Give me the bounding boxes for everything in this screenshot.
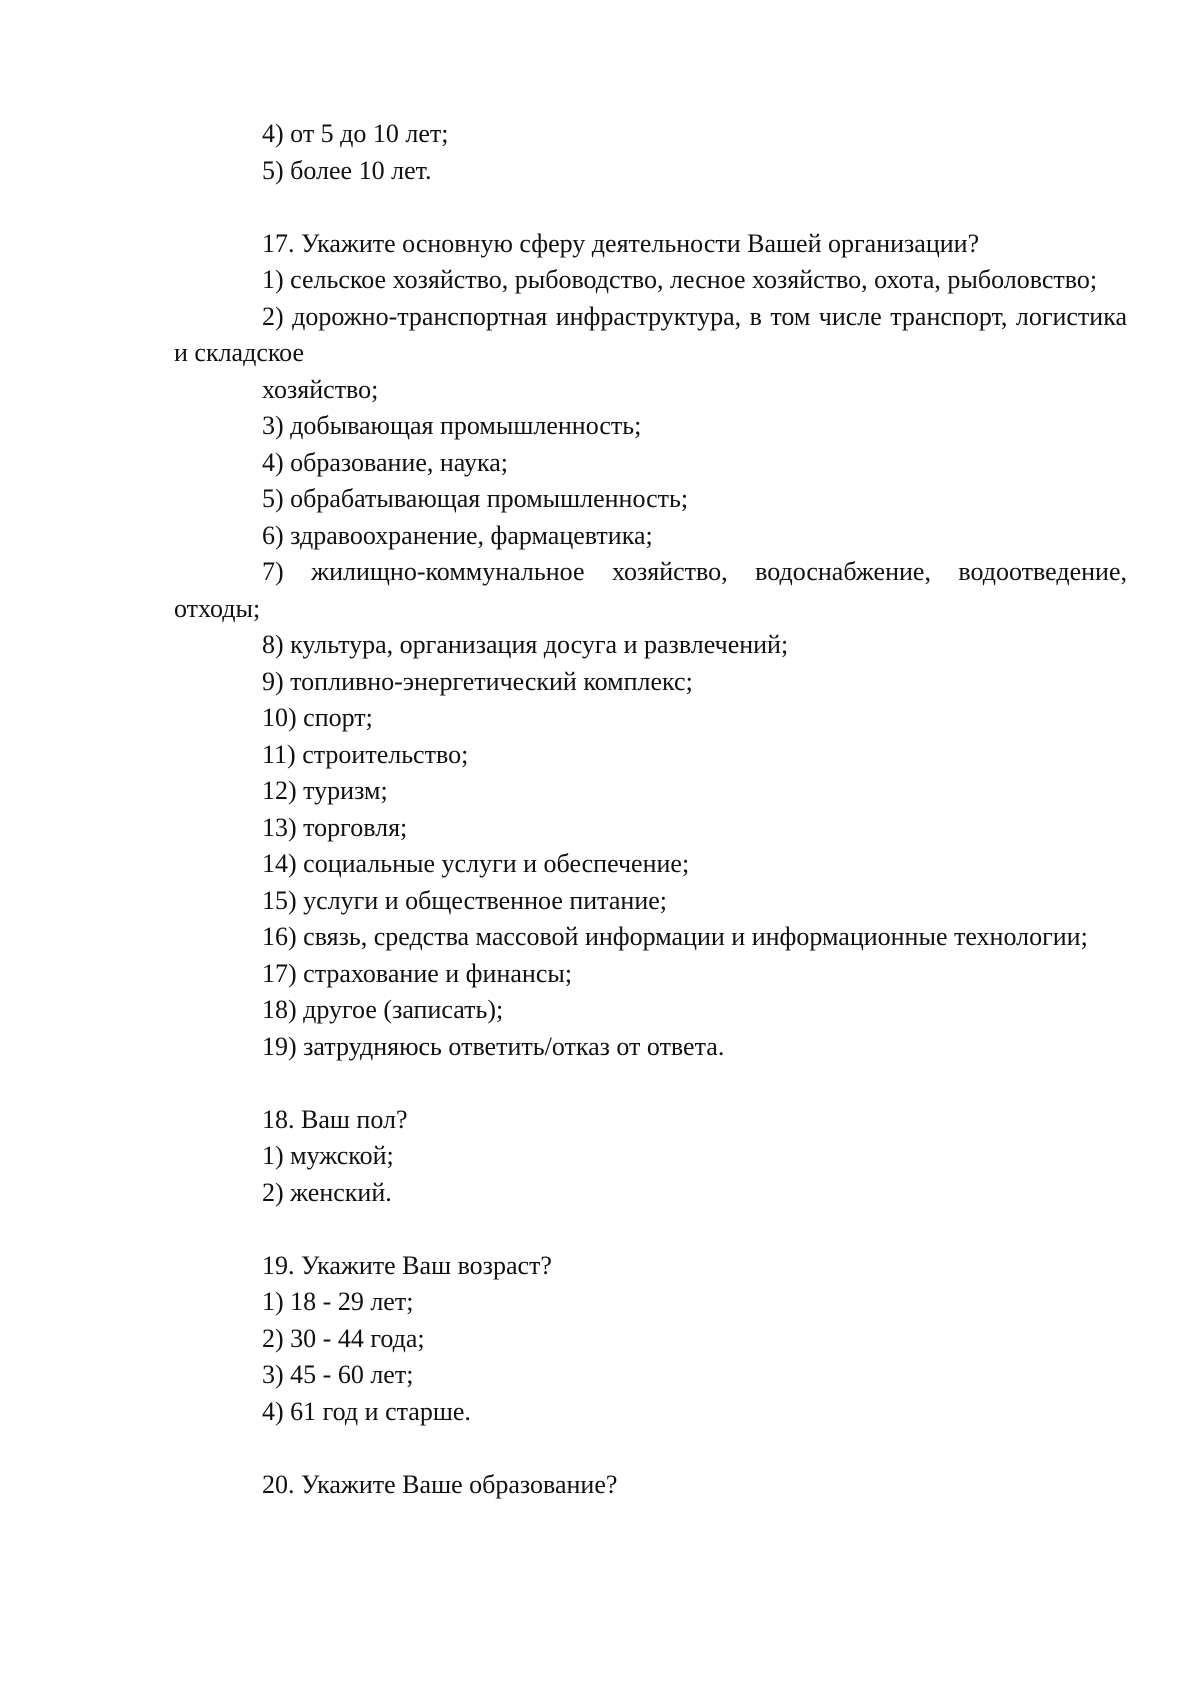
q16-option-5: 5) более 10 лет. [262,155,432,185]
q17-option-3: 3) добывающая промышленность; [262,411,642,440]
q17-option-11: 11) строительство; [262,739,469,769]
q17-option-4: 4) образование, наука; [262,447,509,477]
q17-question: 17. Укажите основную сферу деятельности Вашей организации? [262,228,980,258]
q18-question: 18. Ваш пол? [262,1104,408,1134]
q19-option-2: 2) 30 - 44 года; [262,1323,425,1353]
q19-question: 19. Укажите Ваш возраст? [262,1250,552,1280]
q17-option-5: 5) обрабатывающая промышленность; [262,484,689,513]
q17-option-12: 12) туризм; [262,776,388,805]
q17-option-13: 13) торговля; [262,812,408,842]
q17-option-14: 14) социальные услуги и обеспечение; [262,849,690,878]
q17-option-16: 16) связь, средства массовой информации и информационные технологии; [262,922,1088,951]
spacer [174,189,1127,226]
q18-option-2: 2) женский. [262,1177,392,1207]
q17-option-9: 9) топливно-энергетический комплекс; [262,666,693,696]
q17-option-18: 18) другое (записать); [262,995,504,1024]
q17-option-7: 7) жилищно-коммунальное хозяйство, водоснабжение, водоотведение, отходы; [174,557,1127,623]
q17-option-2-continuation: хозяйство; [262,374,379,404]
spacer [174,1211,1127,1248]
spacer [174,1430,1127,1467]
q19-option-4: 4) 61 год и старше. [262,1396,471,1426]
q18-option-1: 1) мужской; [262,1141,394,1170]
q17-option-1: 1) сельское хозяйство, рыбоводство, лесное хозяйство, охота, рыболовство; [262,265,1098,294]
q17-option-17: 17) страхование и финансы; [262,958,573,988]
questionnaire-text [174,116,1127,1503]
q17-option-10: 10) спорт; [262,703,373,732]
q16-option-4: 4) от 5 до 10 лет; [262,119,449,148]
q20-question: 20. Укажите Ваше образование? [262,1469,618,1499]
q17-option-6: 6) здравоохранение, фармацевтика; [262,520,653,550]
q17-option-2: 2) дорожно-транспортная инфраструктура, в том числе транспорт, логистика и складское [174,301,1127,367]
q19-option-3: 3) 45 - 60 лет; [262,1360,414,1389]
q19-option-1: 1) 18 - 29 лет; [262,1287,414,1316]
spacer [174,1065,1127,1102]
q17-option-19: 19) затрудняюсь ответить/отказ от ответа. [262,1031,725,1061]
q17-option-15: 15) услуги и общественное питание; [262,885,667,915]
q17-option-8: 8) культура, организация досуга и развлечений; [262,630,789,659]
